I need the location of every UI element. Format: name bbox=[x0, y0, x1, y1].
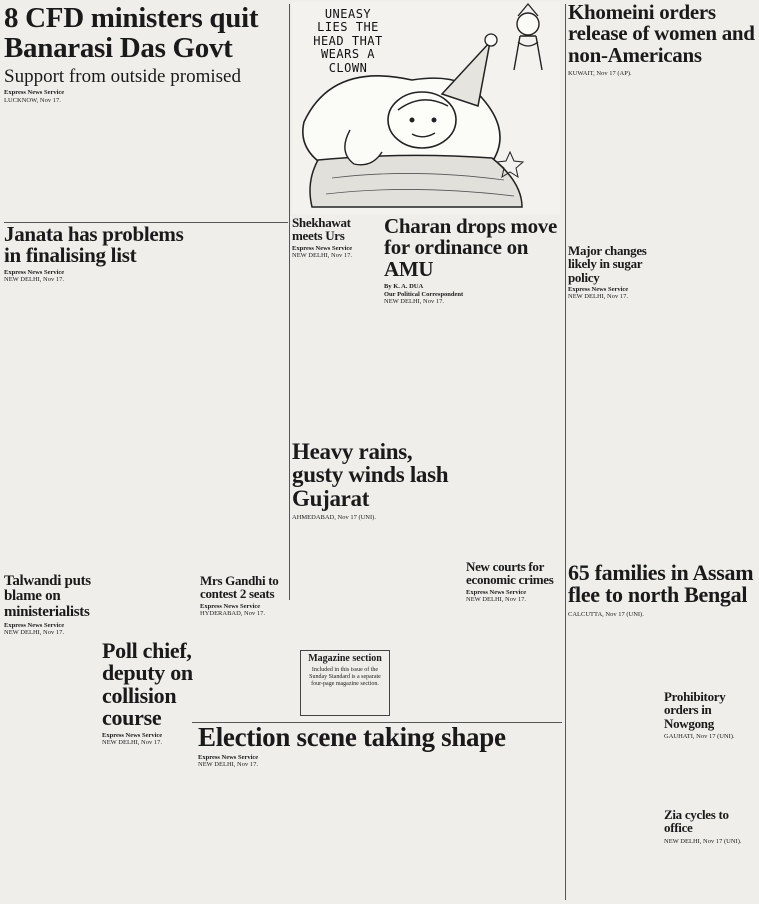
article-zia-cycles bbox=[664, 808, 756, 900]
article-cfd-ministers bbox=[4, 4, 286, 219]
headline-charan: Charan drops move for ordinance on AMU bbox=[384, 216, 558, 281]
dateline-talwandi: NEW DELHI, Nov 17. bbox=[4, 629, 64, 637]
body-election bbox=[198, 770, 562, 888]
body-assam-cont bbox=[568, 692, 660, 887]
dateline-khomeini: KUWAIT, Nov 17 (AP). bbox=[568, 70, 632, 78]
dateline-assam: CALCUTTA, Nov 17 (UNI). bbox=[568, 610, 644, 618]
article-khomeini bbox=[568, 2, 756, 242]
body-sugar bbox=[568, 303, 658, 558]
body-poll bbox=[102, 749, 196, 890]
credit-election: Express News Service bbox=[198, 753, 259, 761]
body-courts bbox=[466, 605, 562, 705]
credit-janata: Express News Service bbox=[4, 268, 65, 276]
dateline-charan: NEW DELHI, Nov 17. bbox=[384, 298, 444, 306]
headline-talwandi: Talwandi puts blame on ministerialists bbox=[4, 574, 91, 620]
article-janata bbox=[4, 224, 286, 572]
dateline-sugar: NEW DELHI, Nov 17. bbox=[568, 293, 628, 301]
body-zia bbox=[664, 847, 756, 887]
credit-courts: Express News Service bbox=[466, 588, 527, 596]
headline-mrs-gandhi: Mrs Gandhi to contest 2 seats bbox=[200, 574, 279, 602]
credit-gandhi: Express News Service bbox=[200, 602, 261, 610]
subhead-cfd-ministers: Support from outside promised bbox=[4, 66, 241, 88]
credit-talwandi: Express News Service bbox=[4, 621, 65, 629]
byline-charan: By K. A. DUA bbox=[384, 283, 424, 291]
cartoon-caption: UNEASY LIES THE HEAD THAT WEARS A CLOWN bbox=[313, 7, 383, 75]
headline-zia-cycles: Zia cycles to office bbox=[664, 808, 729, 836]
headline-gujarat-rains: Heavy rains, gusty winds lash Gujarat bbox=[292, 440, 449, 511]
article-khomeini-continued bbox=[662, 244, 756, 560]
dateline-zia: NEW DELHI, Nov 17 (UNI). bbox=[664, 837, 742, 845]
body-cfd bbox=[4, 106, 286, 219]
dateline-gandhi: HYDERABAD, Nov 17. bbox=[200, 609, 265, 617]
dateline-cfd: LUCKNOW, Nov 17. bbox=[4, 96, 61, 104]
article-assam-families bbox=[568, 562, 756, 682]
credit-shekhawat: Express News Service bbox=[292, 244, 353, 252]
headline-sugar-policy: Major changes likely in sugar policy bbox=[568, 244, 647, 285]
cartoon bbox=[292, 2, 560, 214]
dateline-courts: NEW DELHI, Nov 17. bbox=[466, 595, 526, 603]
dateline-shekhawat: NEW DELHI, Nov 17. bbox=[292, 251, 352, 259]
headline-economic-courts: New courts for economic crimes bbox=[466, 560, 554, 588]
body-talwandi bbox=[4, 639, 96, 874]
article-sugar-policy bbox=[568, 244, 658, 560]
article-election-scene bbox=[198, 724, 562, 900]
body-prohibitory bbox=[664, 742, 756, 790]
article-poll-chief bbox=[102, 640, 196, 890]
headline-election-scene: Election scene taking shape bbox=[198, 724, 506, 752]
magazine-section-box bbox=[300, 650, 390, 716]
credit-cfd: Express News Service bbox=[4, 89, 65, 97]
article-economic-courts bbox=[466, 560, 562, 725]
body-khomeini bbox=[568, 80, 756, 230]
dateline-rains: AHMEDABAD, Nov 17 (UNI). bbox=[292, 514, 376, 522]
headline-shekhawat: Shekhawat meets Urs bbox=[292, 216, 351, 244]
dateline-poll: NEW DELHI, Nov 17. bbox=[102, 739, 162, 747]
dateline-prohibitory: GAUHATI, Nov 17 (UNI). bbox=[664, 732, 735, 740]
headline-prohibitory: Prohibitory orders in Nowgong bbox=[664, 690, 726, 731]
headline-assam-families: 65 families in Assam flee to north Bengal bbox=[568, 562, 754, 608]
article-assam-continued bbox=[568, 690, 660, 890]
credit-poll: Express News Service bbox=[102, 731, 163, 739]
headline-poll-chief: Poll chief, deputy on collision course bbox=[102, 640, 193, 731]
article-prohibitory bbox=[664, 690, 756, 790]
magazine-title: Magazine section bbox=[308, 653, 382, 664]
headline-khomeini: Khomeini orders release of women and non-Americans bbox=[568, 2, 755, 67]
headline-cfd-ministers: 8 CFD ministers quit Banarasi Das Govt bbox=[4, 4, 259, 64]
dateline-janata: NEW DELHI, Nov 17. bbox=[4, 276, 64, 284]
magazine-note: Included in this issue of the Sunday Standard is a separate four-page magazine section. bbox=[309, 667, 381, 688]
credit-charan: Our Political Correspondent bbox=[384, 290, 464, 298]
dateline-election: NEW DELHI, Nov 17. bbox=[198, 761, 258, 768]
credit-sugar: Express News Service bbox=[568, 285, 629, 293]
body-janata bbox=[4, 286, 286, 571]
body-khomeini-cont bbox=[662, 246, 756, 556]
article-talwandi bbox=[4, 574, 96, 884]
body-charan bbox=[384, 308, 562, 438]
headline-janata: Janata has problems in finalising list bbox=[4, 224, 184, 268]
article-charan bbox=[384, 216, 562, 438]
body-assam bbox=[568, 620, 660, 660]
body-rains bbox=[292, 524, 464, 612]
